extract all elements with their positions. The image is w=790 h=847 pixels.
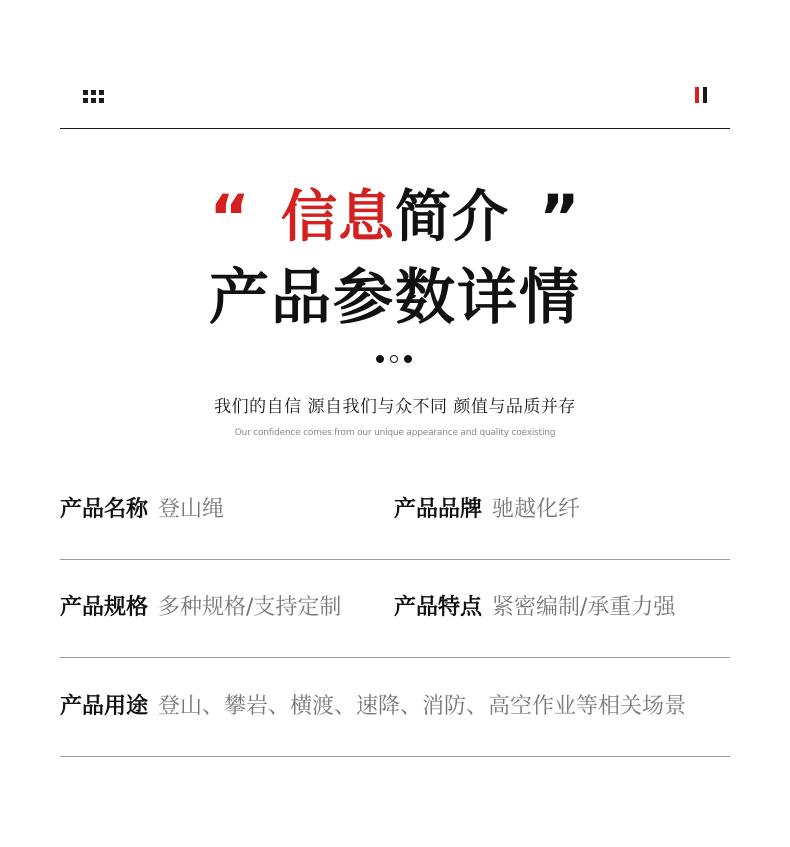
tagline-english: Our confidence comes from our unique appearance and quality coexisting bbox=[234, 428, 556, 438]
dot-filled bbox=[376, 355, 384, 363]
open-quote: “ bbox=[209, 181, 251, 254]
spec-item-usage bbox=[60, 658, 686, 756]
spec-value: 登山绳 bbox=[158, 497, 225, 522]
spec-row bbox=[60, 658, 730, 757]
header-bar bbox=[60, 78, 730, 129]
tagline: 我们的自信 源自我们与众不同 颜值与品质并存 bbox=[214, 397, 576, 417]
dots-divider bbox=[376, 355, 416, 365]
spec-item-size bbox=[60, 559, 341, 657]
spec-row bbox=[60, 559, 730, 658]
section-title bbox=[0, 178, 790, 258]
title-black-part: 简介 bbox=[395, 185, 509, 250]
spec-item-name bbox=[60, 461, 224, 559]
double-bar-icon bbox=[695, 87, 709, 103]
spec-label: 产品名称 bbox=[60, 497, 149, 522]
spec-label: 产品规格 bbox=[60, 595, 149, 620]
spec-label: 产品品牌 bbox=[394, 497, 483, 522]
dot-filled bbox=[404, 355, 412, 363]
spec-label: 产品特点 bbox=[394, 595, 483, 620]
spec-value: 驰越化纤 bbox=[492, 497, 581, 522]
grid-menu-icon[interactable] bbox=[83, 90, 105, 103]
spec-item-feature bbox=[394, 559, 675, 657]
title-red-part: 信息 bbox=[281, 185, 395, 250]
spec-value: 登山、攀岩、横渡、速降、消防、高空作业等相关场景 bbox=[158, 694, 687, 719]
spec-label: 产品用途 bbox=[60, 694, 149, 719]
spec-value: 多种规格/支持定制 bbox=[158, 595, 342, 620]
spec-value: 紧密编制/承重力强 bbox=[492, 595, 676, 620]
dot-hollow bbox=[390, 355, 398, 363]
spec-item-brand bbox=[394, 461, 580, 559]
section-subtitle: 产品参数详情 bbox=[209, 263, 581, 333]
close-quote: ” bbox=[539, 181, 581, 254]
spec-row bbox=[60, 461, 730, 560]
